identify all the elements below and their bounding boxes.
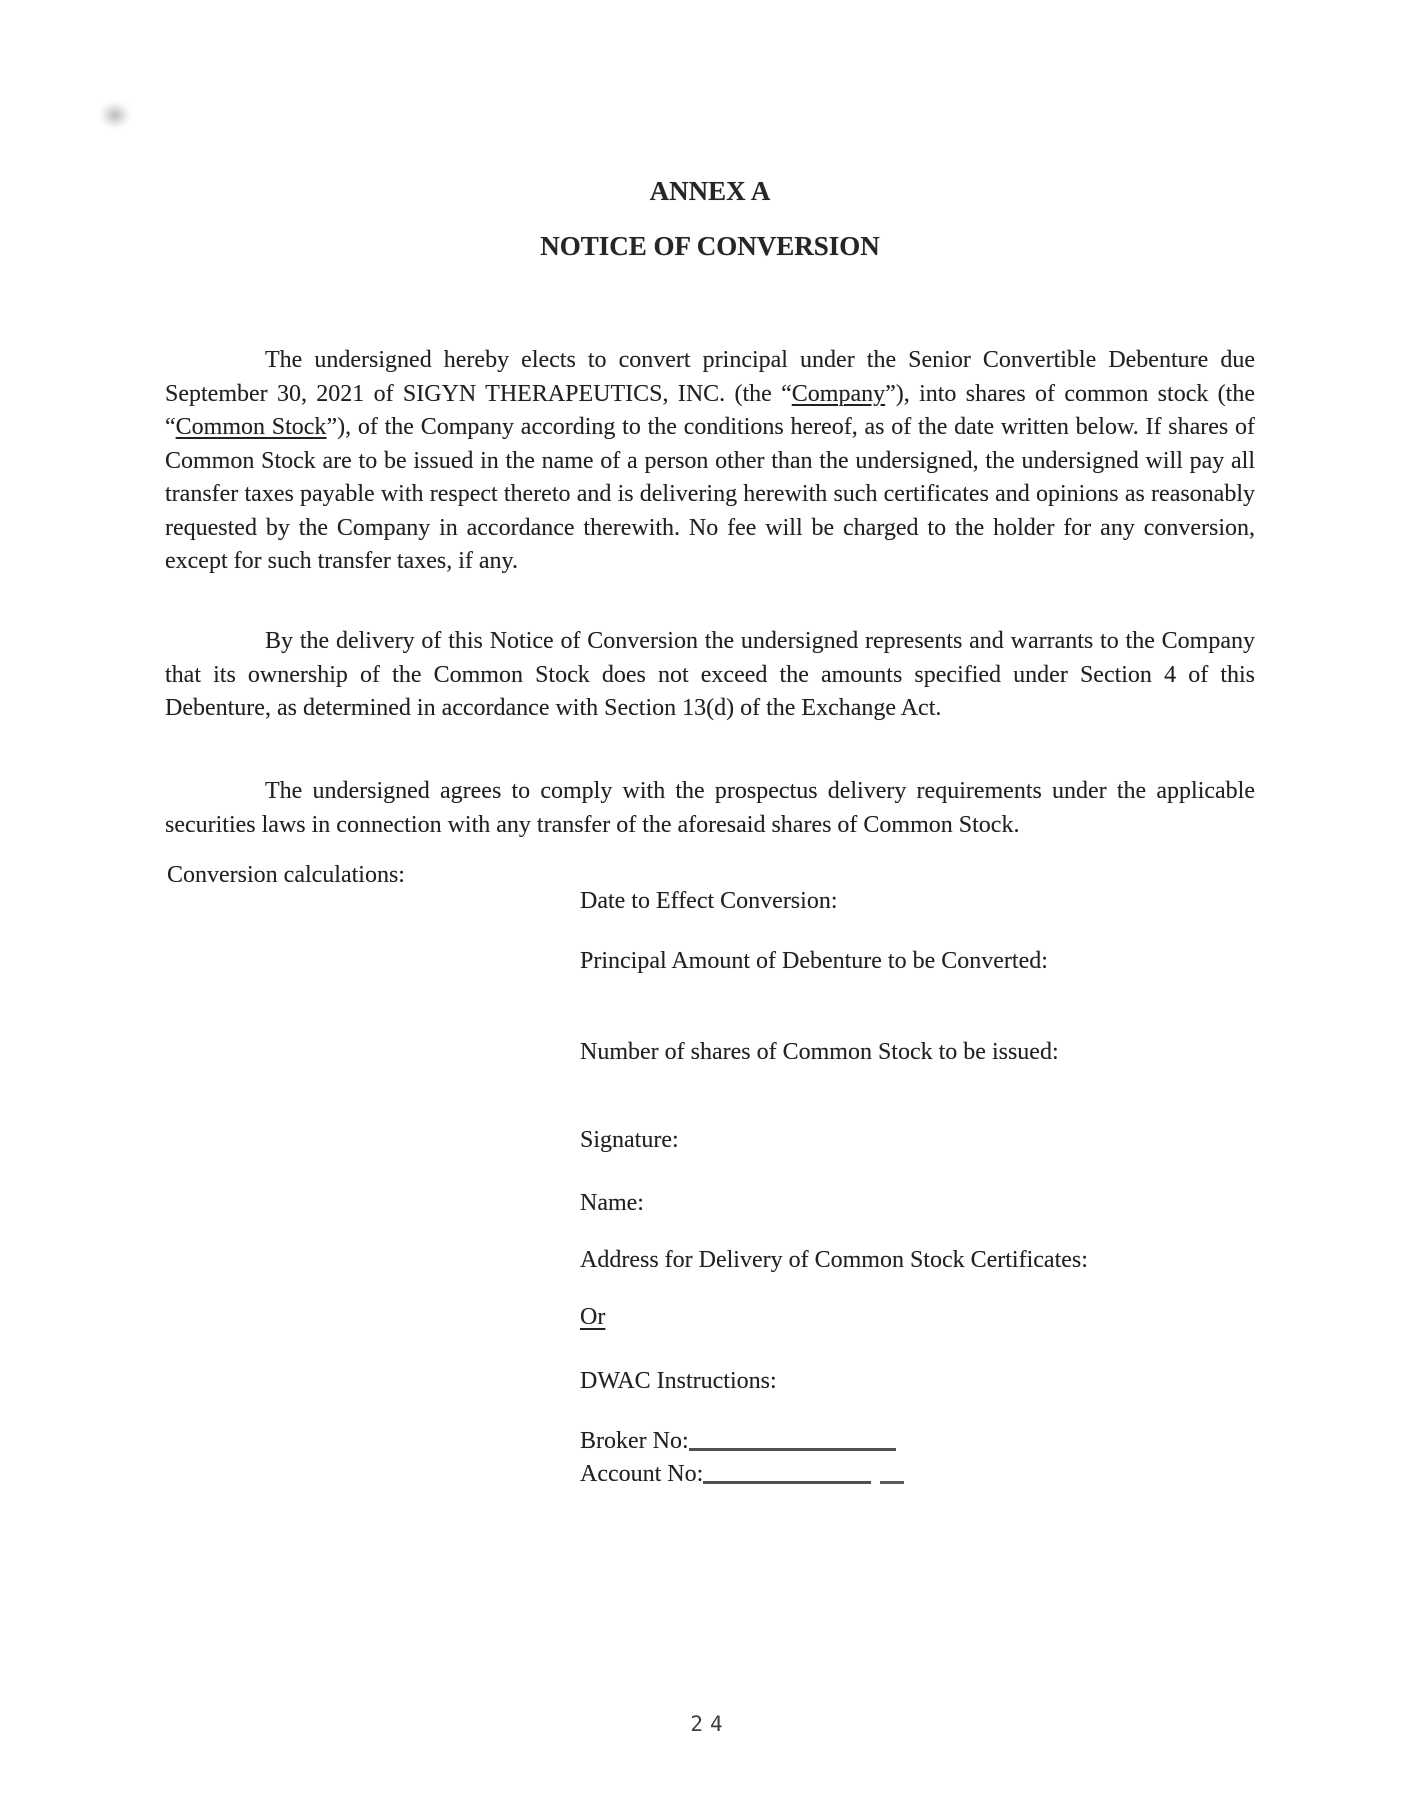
page-number: 24	[690, 1712, 730, 1736]
field-label-account-no: Account No:	[580, 1461, 704, 1487]
field-label-name: Name:	[580, 1190, 644, 1216]
paragraph-text: ”), into shares of common stock (the “	[165, 380, 1255, 440]
defined-term-common-stock: Common Stock	[175, 414, 327, 440]
paragraph-text: The undersigned hereby elects to convert principal under the Senior Convertible Debenture due September 30, 2021 of SIGYN THERAPEUTICS, INC. (the “	[165, 347, 1255, 407]
or-separator	[580, 1302, 605, 1332]
field-label-address-for-delivery: Address for Delivery of Common Stock Certificates:	[580, 1247, 1088, 1273]
field-label-broker-no: Broker No:	[580, 1428, 689, 1454]
scan-smudge-artifact	[100, 102, 130, 128]
document-title: NOTICE OF CONVERSION	[540, 231, 880, 261]
conversion-calculations-label: Conversion calculations:	[167, 862, 405, 888]
annex-title: ANNEX A	[649, 176, 771, 206]
or-separator-text: Or	[580, 1304, 606, 1330]
field-label-date-to-effect-conversion: Date to Effect Conversion:	[580, 888, 838, 914]
field-label-signature: Signature:	[580, 1127, 679, 1153]
account-no-blank-line	[703, 1457, 871, 1484]
paragraph-conversion-election	[165, 344, 1255, 579]
broker-no-row	[580, 1424, 896, 1456]
field-label-principal-amount: Principal Amount of Debenture to be Converted:	[580, 948, 1048, 974]
field-label-dwac-instructions: DWAC Instructions:	[580, 1368, 777, 1394]
defined-term-company: Company	[791, 380, 886, 407]
field-label-number-of-shares: Number of shares of Common Stock to be issued:	[580, 1039, 1059, 1065]
account-no-row	[580, 1457, 904, 1489]
paragraph-representation: By the delivery of this Notice of Conversion the undersigned represents and warrants to the Company that its ownership of the Common Stock does not exceed the amounts specified under Section 4 of this Debenture, as determined in accordance with Section 13(d) of the Exchange Act.	[165, 628, 1255, 721]
paragraph-prospectus: The undersigned agrees to comply with the prospectus delivery requirements under the applicable securities laws in connection with any transfer of the aforesaid shares of Common Stock.	[165, 778, 1255, 838]
paragraph-text: ”), of the Company according to the conditions hereof, as of the date written below. If shares of Common Stock are to be issued in the name of a person other than the undersigned, the undersigned will pay all transfer taxes payable with respect thereto and is delivering herewith such certificates and opinions as reasonably requested by the Company in accordance therewith. No fee will be charged to the holder for any conversion, except for such transfer taxes, if any.	[165, 414, 1255, 574]
broker-no-blank-line	[689, 1424, 896, 1451]
account-no-blank-line-segment	[880, 1457, 904, 1484]
